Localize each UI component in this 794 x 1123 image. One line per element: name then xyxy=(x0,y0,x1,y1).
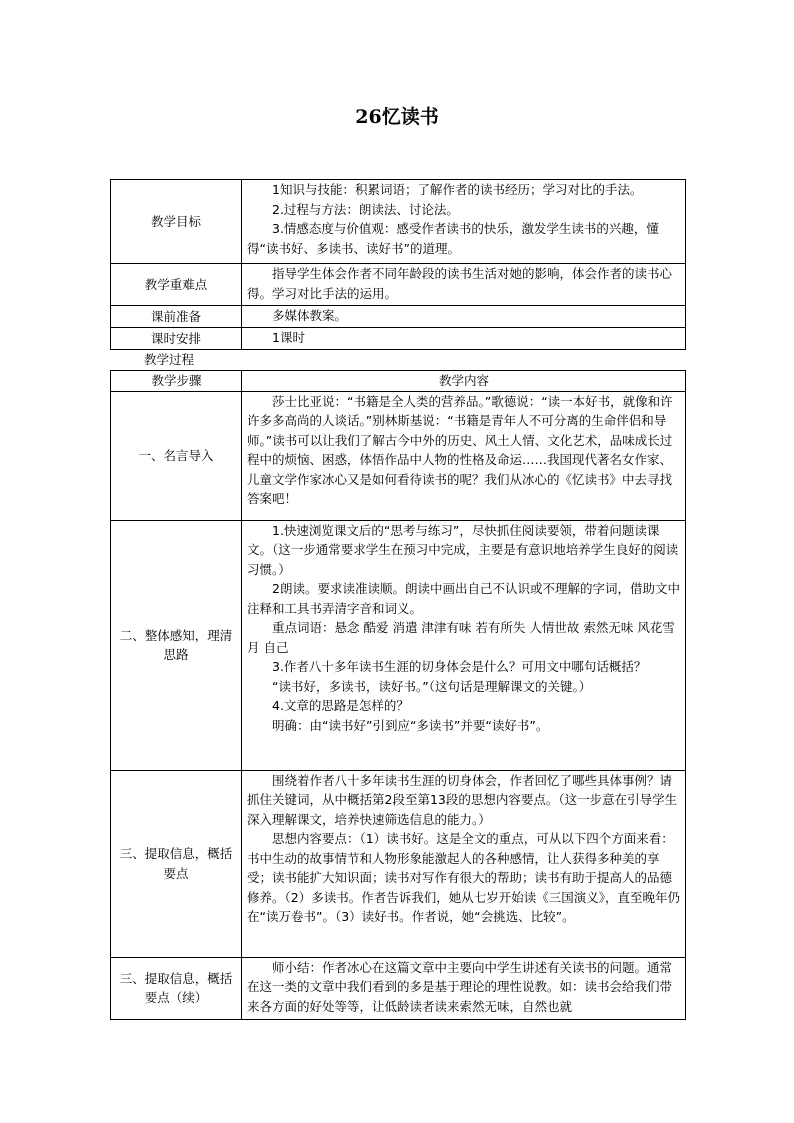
paragraph: 围绕着作者八十多年读书生涯的切身体会，作者回忆了哪些具体事例？请抓住关键词，从中概括第2段至第13段的思想内容要点。（这一步意在引导学生深入理解课文，培养快速筛选信息的能力。） xyxy=(247,772,678,827)
paragraph: 师小结：作者冰心在这篇文章中主要向中学生讲述有关读书的问题。通常在这一类的文章中我们看到的多是基于理论的理性说教。如：读书会给我们带来各方面的好处等等，让低龄读者读来索然无味，自然也就 xyxy=(247,959,673,1014)
column-header: 教学内容 xyxy=(242,371,686,392)
table-header-row xyxy=(111,371,686,392)
table-row xyxy=(111,328,686,350)
step-label: 一、名言导入 xyxy=(111,391,242,520)
paragraph: 莎士比亚说：“书籍是全人类的营养品。”歌德说：“读一本好书，就像和许许多多高尚的人谈话。”别林斯基说：“书籍是青年人不可分离的生命伴侣和导师。”读书可以让我们了解古今中外的历史、风土人情、文化艺术，品味成长过程中的烦恼、困惑，体悟作品中人物的性格及命运……我国现代著名女作家、儿童文学作家冰心又是如何看待读书的呢？我们从冰心的《忆读书》中去寻找答案吧！ xyxy=(247,393,673,506)
table-row xyxy=(111,180,686,264)
row-label: 课时安排 xyxy=(111,328,242,350)
paragraph: 1课时 xyxy=(272,330,305,345)
row-label: 课前准备 xyxy=(111,306,242,328)
column-header: 教学步骤 xyxy=(111,371,242,392)
section-label: 教学过程 xyxy=(144,352,195,367)
info-table xyxy=(110,179,686,350)
row-content xyxy=(242,328,686,350)
row-content xyxy=(242,306,686,328)
paragraph: 2朗读。要求读准读顺。朗读中画出自己不认识或不理解的字词，借助文中注释和工具书弄清字音和词义。 xyxy=(247,581,680,616)
step-content xyxy=(242,770,686,957)
step-content xyxy=(242,520,686,770)
paragraph: 指导学生体会作者不同年龄段的读书生活对她的影响，体会作者的读书心得。学习对比手法的运用。 xyxy=(247,266,673,301)
table-row xyxy=(111,306,686,328)
paragraph: 思想内容要点：（1）读书好。这是全文的重点，可从以下四个方面来看：书中生动的故事情节和人物形象能激起人的各种感情，让人获得多种美的享受；读书能扩大知识面；读书对写作有很大的帮助；读书有助于提高人的品德修养。（2）多读书。作者告诉我们，她从七岁开始读《三国演义》，直至晚年仍在“读万卷书”。（3）读好书。作者说，她“会挑选、比较”。 xyxy=(247,831,680,924)
step-label: 三、提取信息，概括要点（续） xyxy=(111,957,242,1019)
table-row xyxy=(111,520,686,770)
table-row xyxy=(111,770,686,957)
row-label: 教学重难点 xyxy=(111,264,242,306)
row-label: 教学目标 xyxy=(111,180,242,264)
paragraph: 4.文章的思路是怎样的？ xyxy=(272,698,409,713)
paragraph: 3.情感态度与价值观：感受作者读书的快乐，激发学生读书的兴趣，懂得“读书好、多读书、读好书”的道理。 xyxy=(247,221,659,256)
paragraph: “读书好，多读书，读好书。”（这句话是理解课文的关键。） xyxy=(272,678,592,694)
page-title: 26忆读书 xyxy=(355,106,439,128)
step-content xyxy=(242,957,686,1019)
paragraph: 多媒体教案。 xyxy=(272,308,348,323)
row-content xyxy=(242,180,686,264)
paragraph: 3.作者八十多年读书生涯的切身体会是什么？可用文中哪句话概括？ xyxy=(272,659,647,674)
table-row xyxy=(111,264,686,306)
paragraph: 1.快速浏览课文后的“思考与练习”，尽快抓住阅读要领，带着问题读课文。（这一步通常要求学生在预习中完成，主要是有意识地培养学生良好的阅读习惯。） xyxy=(247,522,679,577)
paragraph: 2.过程与方法：朗读法、讨论法。 xyxy=(272,201,459,217)
paragraph: 1知识与技能：积累词语；了解作者的读书经历；学习对比的手法。 xyxy=(272,182,643,197)
step-label: 三、提取信息，概括要点 xyxy=(111,770,242,957)
paragraph: 重点词语：悬念 酷爱 消遣 津津有味 若有所失 人情世故 索然无味 风花雪月 自己 xyxy=(247,620,675,655)
step-content xyxy=(242,391,686,520)
paragraph: 明确：由“读书好”引到应“多读书”并要“读好书”。 xyxy=(272,717,549,733)
row-content xyxy=(242,264,686,306)
table-row xyxy=(111,391,686,520)
table-row xyxy=(111,957,686,1019)
process-table xyxy=(110,370,686,1020)
step-label: 二、整体感知，理清思路 xyxy=(111,520,242,770)
